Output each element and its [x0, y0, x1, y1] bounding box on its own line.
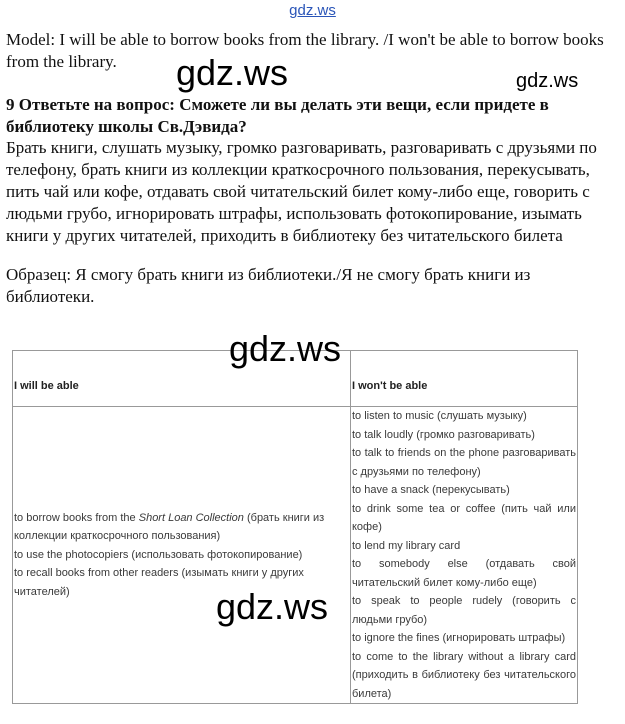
watermark-link[interactable]: gdz.ws	[289, 2, 336, 19]
able-item: to recall books from other readers (изымать книги у других читателей)	[14, 567, 304, 598]
sample-sentence: Образец: Я смогу брать книги из библиотеки./Я не смогу брать книги из библиотеки.	[6, 265, 531, 306]
able-cell	[13, 407, 351, 704]
able-item: to borrow books from the Short Loan Collection (брать книги из коллекции краткосрочного пользования)	[14, 511, 325, 543]
watermark: gdz.ws	[229, 328, 342, 369]
unable-item: to have a snack (перекусывать)	[352, 484, 510, 496]
header-will-be-able: I will be able	[13, 351, 351, 407]
watermark: gdz.ws	[516, 70, 579, 92]
unable-item: to come to the library without a library card (приходить в библиотеку без читательского билета)	[352, 650, 576, 700]
exercise-text: Брать книги, слушать музыку, громко разговаривать, разговаривать с друзьями по телефону, брать книги из коллекции краткосрочного пользования, перекусывать, пить чай или кофе, отдавать свой читательский билет кому-либо еще, говорить с людьми грубо, игнорировать штрафы, использовать фотокопирование, изымать книги у других читателей, приходить в библиотеку без читательского билета	[6, 138, 597, 245]
unable-item: to listen to music (слушать музыку)	[352, 410, 527, 422]
model-sentence: Model: I will be able to borrow books from the library. /I won't be able to borrow books from the library.	[6, 30, 604, 71]
unable-item: to lend my library card	[352, 539, 461, 552]
unable-cell	[351, 407, 578, 704]
table-row	[13, 407, 578, 704]
watermark: gdz.ws	[176, 52, 289, 93]
unable-item: to talk loudly (громко разговаривать)	[352, 428, 535, 441]
exercise-heading: 9 Ответьте на вопрос: Сможете ли вы делать эти вещи, если придете в библиотеку школы Св.Дэвида?	[6, 95, 549, 136]
able-item: to use the photocopiers (использовать фотокопирование)	[14, 548, 303, 561]
unable-item: to drink some tea or coffee (пить чай или кофе)	[352, 502, 576, 533]
unable-item: to ignore the fines (игнорировать штрафы)	[352, 632, 566, 644]
unable-item: to talk to friends on the phone разговаривать с друзьями по телефону)	[352, 447, 576, 478]
header-wont-be-able: I won't be able	[351, 351, 578, 407]
answer-table	[12, 350, 578, 704]
unable-item: to somebody else (отдавать свой читательский билет кому-либо еще)	[352, 558, 576, 589]
watermark: gdz.ws	[216, 586, 329, 627]
unable-item: to speak to people rudely (говорить с людьми грубо)	[352, 595, 576, 626]
